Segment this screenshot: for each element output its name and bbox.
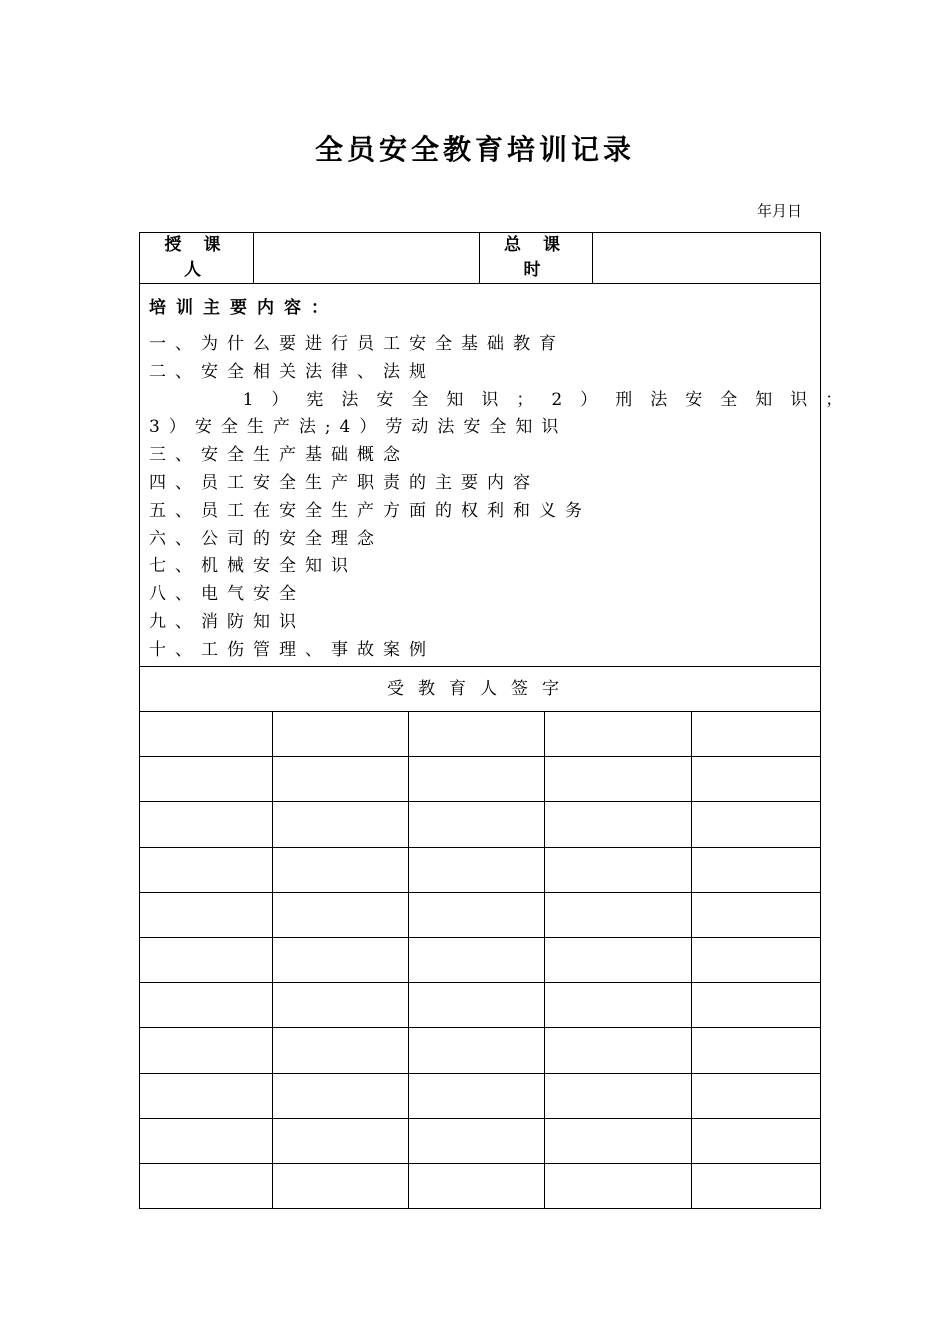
signature-cell[interactable] [273,712,409,757]
signature-cell[interactable] [692,757,821,802]
signature-cell[interactable] [545,983,692,1028]
signature-cell[interactable] [692,802,821,847]
hours-value-cell[interactable] [593,233,821,284]
signature-cell[interactable] [545,1164,692,1209]
lecturer-label-line1: 授 课 [164,235,229,255]
signature-cell[interactable] [545,848,692,893]
signature-cell[interactable] [545,1028,692,1073]
signature-cell[interactable] [545,757,692,802]
signature-cell[interactable] [409,1028,545,1073]
training-content-item: 九、消防知识 [149,612,305,632]
signature-cell[interactable] [692,938,821,983]
signature-title: 受教育人签字 [387,679,573,699]
signature-title-cell [140,667,821,712]
hours-label-line1: 总 课 [504,235,568,255]
signature-cell[interactable] [273,983,409,1028]
training-content-item: 三、安全生产基础概念 [149,445,409,466]
signature-cell[interactable] [273,893,409,938]
training-content-item: 十、工伤管理、事故案例 [149,639,435,660]
signature-cell[interactable] [409,1164,545,1209]
signature-cell[interactable] [140,983,273,1028]
signature-cell[interactable] [409,712,545,757]
signature-cell[interactable] [692,1074,821,1119]
training-content-item: 1）宪法安全知识；2）刑法安全知识； [149,389,861,410]
signature-cell[interactable] [545,938,692,983]
signature-cell[interactable] [409,1074,545,1119]
signature-cell[interactable] [409,802,545,847]
signature-cell[interactable] [692,848,821,893]
signature-cell[interactable] [409,938,545,983]
signature-cell[interactable] [140,893,273,938]
training-content-heading: 培训主要内容： [149,298,338,318]
lecturer-label-line2: 人 [184,260,209,280]
signature-cell[interactable] [692,1164,821,1209]
document-title: 全员安全教育培训记录 [314,133,635,166]
signature-cell[interactable] [692,1119,821,1164]
signature-cell[interactable] [409,848,545,893]
signature-cell[interactable] [409,1119,545,1164]
signature-cell[interactable] [273,1119,409,1164]
training-content-item: 四、员工安全生产职责的主要内容 [149,473,539,493]
signature-cell[interactable] [545,802,692,847]
training-record-form [139,232,861,1209]
signature-cell[interactable] [273,848,409,893]
signature-cell[interactable] [409,893,545,938]
training-content-item: 六、公司的安全理念 [149,528,383,549]
signature-cell[interactable] [545,1074,692,1119]
signature-cell[interactable] [140,712,273,757]
signature-cell[interactable] [273,938,409,983]
training-content-item: 五、员工在安全生产方面的权利和义务 [149,500,591,521]
signature-cell[interactable] [140,1074,273,1119]
signature-cell[interactable] [409,757,545,802]
training-content-item: 八、电气安全 [149,584,305,605]
training-content-cell [140,284,861,667]
training-content-item: 一、为什么要进行员工安全基础教育 [149,334,565,354]
lecturer-label-cell [140,233,254,284]
lecturer-value-cell[interactable] [254,233,480,284]
signature-cell[interactable] [692,712,821,757]
signature-cell[interactable] [140,802,273,847]
signature-cell[interactable] [273,1074,409,1119]
signature-cell[interactable] [545,893,692,938]
hours-label-cell [480,233,593,284]
signature-cell[interactable] [545,1119,692,1164]
signature-cell[interactable] [140,757,273,802]
signature-cell[interactable] [692,983,821,1028]
signature-cell[interactable] [692,893,821,938]
training-content-item: 3）安全生产法;4）劳动法安全知识 [149,417,568,438]
signature-cell[interactable] [273,757,409,802]
signature-cell[interactable] [140,848,273,893]
signature-cell[interactable] [409,983,545,1028]
signature-cell[interactable] [140,1028,273,1073]
date-label: 年月日 [756,202,802,220]
hours-label-line2: 时 [523,260,549,280]
signature-cell[interactable] [545,712,692,757]
signature-cell[interactable] [692,1028,821,1073]
training-content-item: 二、安全相关法律、法规 [149,361,435,382]
signature-cell[interactable] [140,1119,273,1164]
training-content-item: 七、机械安全知识 [149,556,357,577]
signature-cell[interactable] [140,1164,273,1209]
signature-cell[interactable] [273,1028,409,1073]
signature-cell[interactable] [140,938,273,983]
signature-cell[interactable] [273,1164,409,1209]
signature-cell[interactable] [273,802,409,847]
